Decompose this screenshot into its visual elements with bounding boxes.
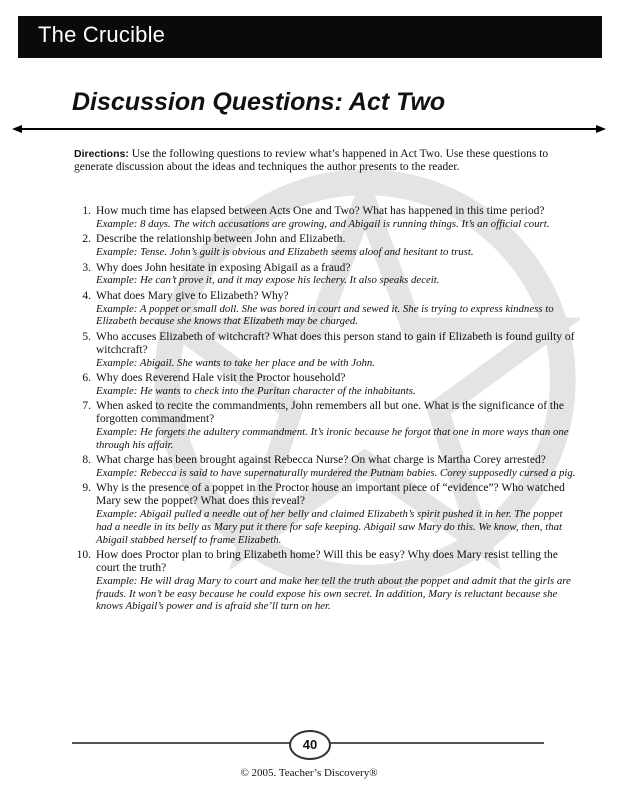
example-answer: Example: A poppet or small doll. She was bored in court and sewed it. She is trying to express kindness to Elizabeth because she knows that Elizabeth may be charged.: [96, 302, 554, 328]
directions: [74, 148, 574, 174]
example-answer: Example: Tense. John’s guilt is obvious and Elizabeth seems aloof and hesitant to trust.: [96, 246, 474, 259]
question-item-2: [70, 233, 580, 259]
example-answer: Example: 8 days. The witch accusations are growing, and Abigail is running things. It’s an official court.: [96, 217, 550, 230]
question-number: 5.: [82, 330, 91, 343]
example-answer: Example: He can’t prove it, and it may expose his lechery. It also speaks deceit.: [96, 274, 440, 287]
question-number: 3.: [82, 261, 91, 274]
question-number: 2.: [82, 233, 91, 246]
question-text: What charge has been brought against Rebecca Nurse? On what charge is Martha Corey arrested?: [96, 454, 546, 467]
question-text: Describe the relationship between John and Elizabeth.: [96, 233, 346, 246]
question-text: How much time has elapsed between Acts One and Two? What has happened in this time period?: [96, 205, 545, 217]
question-number: 4.: [82, 289, 91, 302]
question-text: Why does Reverend Hale visit the Proctor household?: [96, 372, 346, 384]
question-item-6: [70, 372, 580, 398]
question-text: How does Proctor plan to bring Elizabeth home? Will this be easy? Why does Mary resist telling the court the truth?: [96, 549, 558, 574]
example-answer: Example: He wants to check into the Puritan character of the inhabitants.: [96, 384, 416, 397]
question-number: 9.: [82, 482, 91, 495]
question-text: When asked to recite the commandments, John remembers all but one. What is the significance of the forgotten commandment?: [96, 400, 564, 426]
question-item-5: [70, 331, 580, 369]
copyright-notice: © 2005. Teacher’s Discovery®: [240, 767, 378, 779]
page-number: 40: [289, 730, 331, 760]
example-answer: Example: Abigail. She wants to take her place and be with John.: [96, 356, 375, 369]
question-item-8: [70, 454, 580, 480]
title-divider: [12, 124, 606, 134]
question-item-1: [70, 205, 580, 231]
question-item-7: [70, 400, 580, 451]
example-answer: Example: He will drag Mary to court and make her tell the truth about the poppet and admit that the girls are frauds. It won’t be easy because he could expose his own secret. In addition, Mary is reluctant because she knows Abigail’s power and is afraid she’ll turn on her.: [96, 574, 571, 613]
question-item-3: [70, 262, 580, 288]
example-answer: Example: He forgets the adultery commandment. It’s ironic because he forgot that one in more ways than one through his affair.: [96, 425, 569, 451]
question-item-9: [70, 482, 580, 546]
question-number: 1.: [82, 205, 91, 217]
directions-label: Directions:: [74, 148, 129, 160]
question-item-10: [70, 549, 580, 613]
header-title: The Crucible: [38, 22, 166, 47]
question-number: 6.: [82, 372, 91, 384]
question-list: [70, 205, 580, 616]
page-title: Discussion Questions: Act Two: [72, 88, 446, 116]
question-number: 7.: [82, 400, 91, 413]
question-number: 10.: [76, 549, 91, 562]
question-text: Why is the presence of a poppet in the Proctor house an important piece of “evidence”? Who watched Mary sew the poppet? What does this reveal?: [96, 482, 565, 508]
example-answer: Example: Rebecca is said to have supernaturally murdered the Putnam babies. Corey supposedly cursed a pig.: [96, 466, 576, 479]
question-text: Why does John hesitate in exposing Abigail as a fraud?: [96, 261, 351, 274]
question-text: Who accuses Elizabeth of witchcraft? What does this person stand to gain if Elizabeth is found guilty of witchcraft?: [96, 330, 575, 356]
question-number: 8.: [82, 454, 91, 467]
question-item-4: [70, 290, 580, 328]
question-text: What does Mary give to Elizabeth? Why?: [96, 289, 289, 302]
directions-text: Use the following questions to review what’s happened in Act Two. Use these questions to generate discussion about the ideas and techniques the author presents to the reader.: [74, 148, 549, 173]
header-bar: [18, 16, 602, 58]
example-answer: Example: Abigail pulled a needle out of her belly and claimed Elizabeth’s spirit pushed it in her. The poppet had a needle in its belly as Mary put it there for safe keeping. Abigail saw Mary do this. We know, then, that Abigail stabbed herself to frame Elizabeth.: [96, 508, 563, 546]
